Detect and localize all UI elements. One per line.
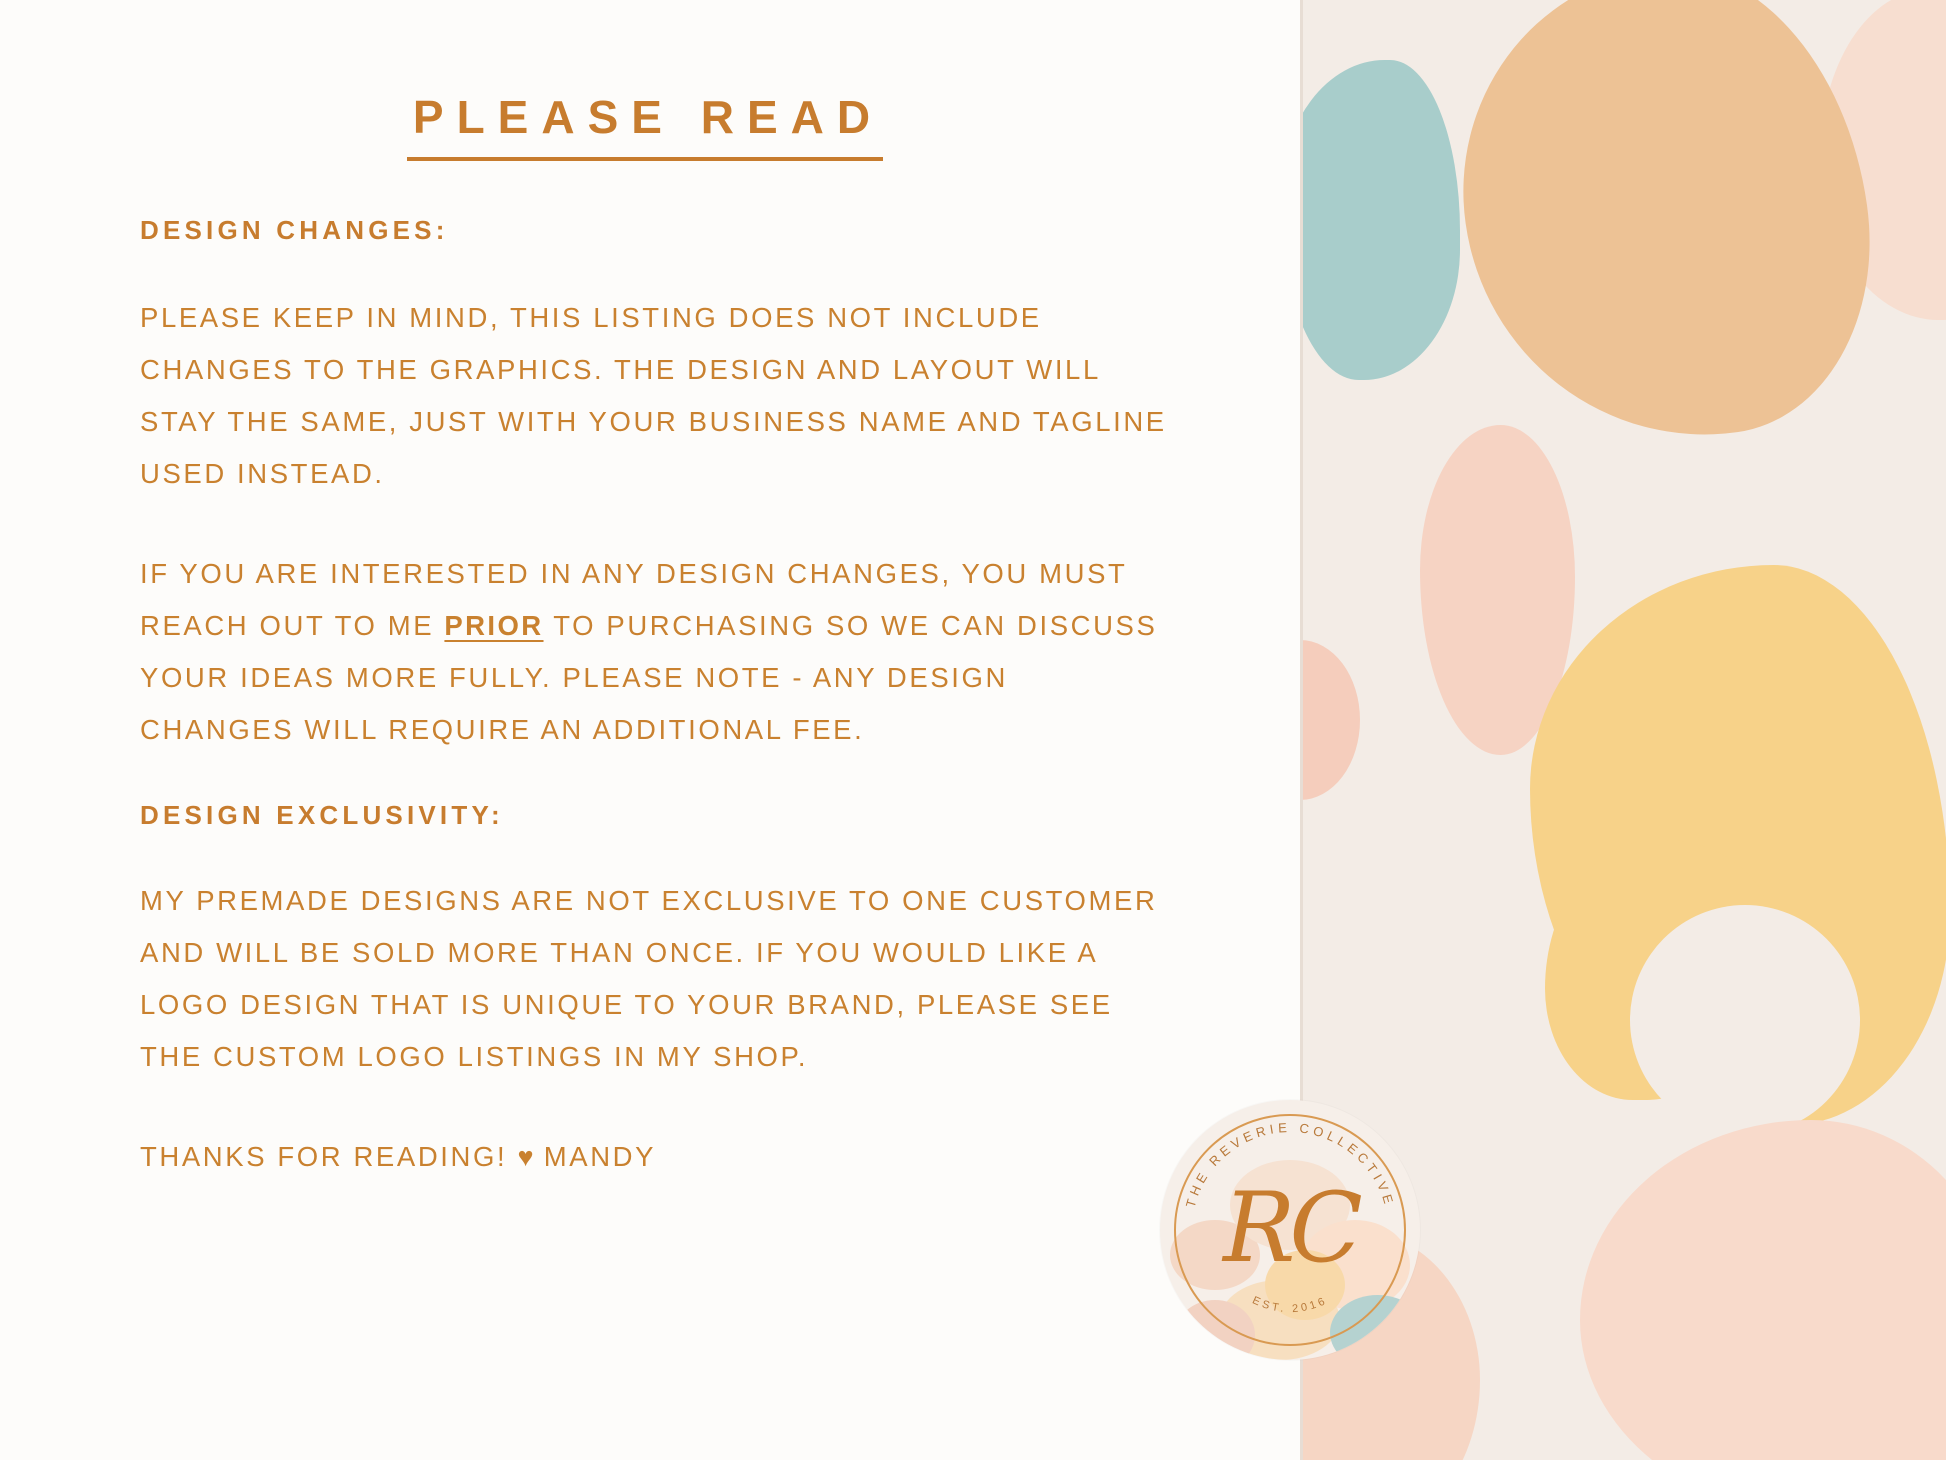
blob-tan-large <box>1434 0 1896 466</box>
page-title-text: PLEASE READ <box>407 91 883 161</box>
svg-text:EST. 2016: EST. 2016 <box>1250 1294 1330 1316</box>
section-heading-design-changes: DESIGN CHANGES: <box>140 215 449 245</box>
paragraph-2-after: TO PURCHASING SO WE CAN DISCUSS YOUR IDEAS MORE FULLY. PLEASE NOTE - ANY DESIGN CHANGES WILL REQUIRE AN ADDITIONAL FEE. <box>140 610 1158 746</box>
signoff-line <box>140 1131 1170 1183</box>
logo-monogram: RC <box>1223 1172 1357 1284</box>
signoff-text-after: MANDY <box>543 1141 657 1173</box>
blob-pink-bottom <box>1580 1120 1946 1460</box>
svg-text:THE REVERIE COLLECTIVE: THE REVERIE COLLECTIVE <box>1182 1119 1398 1210</box>
section-heading-design-exclusivity: DESIGN EXCLUSIVITY: <box>140 800 504 831</box>
page-title <box>140 90 1150 144</box>
logo-badge <box>1160 1100 1420 1360</box>
document-body <box>140 215 1170 1231</box>
heart-icon: ♥ <box>517 1142 534 1173</box>
blob-pink-sliver <box>1300 640 1360 800</box>
blob-cream-cutout <box>1630 905 1860 1135</box>
paragraph-design-exclusivity-1: MY PREMADE DESIGNS ARE NOT EXCLUSIVE TO ONE CUSTOMER AND WILL BE SOLD MORE THAN ONCE. IF YOU WOULD LIKE A LOGO DESIGN THAT IS UNIQUE TO YOUR BRAND, PLEASE SEE THE CUSTOM LOGO LISTINGS IN MY SHOP. <box>140 885 1158 1073</box>
paragraph-design-changes-2 <box>140 548 1170 756</box>
signoff-text-before: THANKS FOR READING! <box>140 1141 508 1173</box>
paragraph-2-emphasis: PRIOR <box>444 610 544 642</box>
blob-teal-top-left <box>1300 60 1460 380</box>
paragraph-2-before: IF YOU ARE INTERESTED IN ANY DESIGN CHANGES, YOU MUST REACH OUT TO ME <box>140 558 1127 642</box>
paragraph-design-changes-1: PLEASE KEEP IN MIND, THIS LISTING DOES NOT INCLUDE CHANGES TO THE GRAPHICS. THE DESIGN AND LAYOUT WILL STAY THE SAME, JUST WITH YOUR BUSINESS NAME AND TAGLINE USED INSTEAD. <box>140 302 1167 490</box>
